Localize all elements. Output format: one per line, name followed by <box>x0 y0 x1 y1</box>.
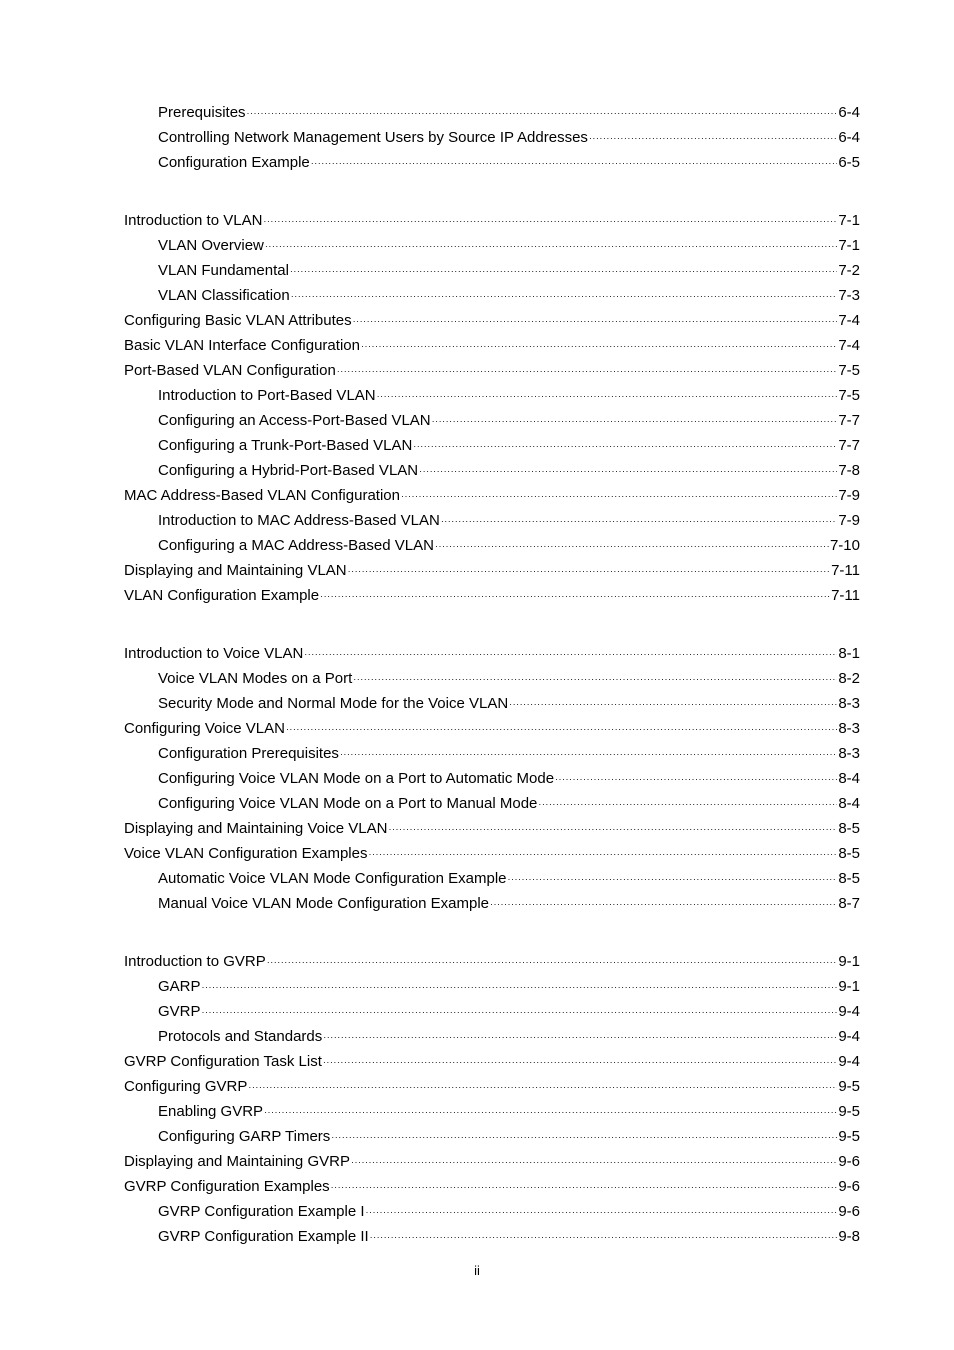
toc-entry[interactable] <box>124 1149 860 1174</box>
toc-entry[interactable] <box>124 841 860 866</box>
toc-entry-title: Configuring a Trunk-Port-Based VLAN <box>158 437 413 454</box>
dot-leader <box>320 584 830 609</box>
toc-entry-title: Introduction to Port-Based VLAN <box>158 387 376 404</box>
toc-entry-title: Configuring GARP Timers <box>158 1128 331 1145</box>
toc-entry-title: Introduction to Voice VLAN <box>124 645 304 662</box>
toc-entry[interactable] <box>124 974 860 999</box>
dot-leader <box>368 842 837 867</box>
toc-entry[interactable] <box>124 1074 860 1099</box>
dot-leader <box>247 101 838 126</box>
toc-entry[interactable] <box>124 283 860 308</box>
toc-entry[interactable] <box>124 208 860 233</box>
toc-entry-title: Configuring a MAC Address-Based VLAN <box>158 537 434 554</box>
toc-entry-title: Configuring Voice VLAN Mode on a Port to Automatic Mode <box>158 770 555 787</box>
toc-entry-page: 7-7 <box>838 437 860 454</box>
toc-entry-title: Port-Based VLAN Configuration <box>124 362 336 379</box>
toc-entry[interactable] <box>124 408 860 433</box>
dot-leader <box>490 892 837 917</box>
toc-entry-page: 7-9 <box>838 487 860 504</box>
dot-leader <box>304 642 837 667</box>
toc-entry-page: 8-5 <box>838 870 860 887</box>
dot-leader <box>353 667 837 692</box>
toc-entry-title: Security Mode and Normal Mode for the Voice VLAN <box>158 695 509 712</box>
toc-entry-title: Automatic Voice VLAN Mode Configuration Example <box>158 870 507 887</box>
toc-section <box>124 641 860 916</box>
toc-entry[interactable] <box>124 1099 860 1124</box>
dot-leader <box>441 509 838 534</box>
toc-entry-page: 7-4 <box>838 337 860 354</box>
toc-entry-page: 7-2 <box>838 262 860 279</box>
toc-entry[interactable] <box>124 866 860 891</box>
toc-entry[interactable] <box>124 666 860 691</box>
toc-entry-page: 8-4 <box>838 795 860 812</box>
toc-entry-page: 9-4 <box>838 1028 860 1045</box>
dot-leader <box>323 1025 837 1050</box>
toc-entry-title: Displaying and Maintaining Voice VLAN <box>124 820 388 837</box>
toc-entry[interactable] <box>124 583 860 608</box>
toc-entry-title: Protocols and Standards <box>158 1028 323 1045</box>
toc-entry-title: Configuring GVRP <box>124 1078 248 1095</box>
toc-entry-title: Configuring a Hybrid-Port-Based VLAN <box>158 462 419 479</box>
toc-entry-title: Basic VLAN Interface Configuration <box>124 337 360 354</box>
toc-entry-page: 9-5 <box>838 1128 860 1145</box>
toc-entry-title: Displaying and Maintaining GVRP <box>124 1153 350 1170</box>
dot-leader <box>419 459 837 484</box>
toc-entry-page: 7-4 <box>838 312 860 329</box>
dot-leader <box>265 234 837 259</box>
toc-entry-page: 8-3 <box>838 745 860 762</box>
toc-entry-page: 9-8 <box>838 1228 860 1245</box>
dot-leader <box>340 742 837 767</box>
table-of-contents <box>124 100 860 1282</box>
toc-entry[interactable] <box>124 1024 860 1049</box>
dot-leader <box>351 1150 837 1175</box>
toc-entry[interactable] <box>124 1049 860 1074</box>
toc-entry[interactable] <box>124 508 860 533</box>
toc-entry-title: VLAN Classification <box>158 287 290 304</box>
toc-entry-title: GVRP Configuration Task List <box>124 1053 322 1070</box>
toc-entry-page: 8-4 <box>838 770 860 787</box>
dot-leader <box>290 259 837 284</box>
dot-leader <box>366 1200 838 1225</box>
toc-entry[interactable] <box>124 716 860 741</box>
dot-leader <box>509 692 837 717</box>
toc-entry-title: Configuring Basic VLAN Attributes <box>124 312 352 329</box>
dot-leader <box>370 1225 838 1250</box>
toc-entry-page: 8-1 <box>838 645 860 662</box>
toc-entry-title: VLAN Configuration Example <box>124 587 320 604</box>
toc-entry-title: MAC Address-Based VLAN Configuration <box>124 487 400 504</box>
dot-leader <box>538 792 837 817</box>
toc-entry[interactable] <box>124 766 860 791</box>
toc-entry-page: 9-4 <box>838 1003 860 1020</box>
toc-entry-page: 6-5 <box>838 154 860 171</box>
toc-entry-title: Voice VLAN Modes on a Port <box>158 670 353 687</box>
toc-entry[interactable] <box>124 641 860 666</box>
toc-entry-page: 9-6 <box>838 1203 860 1220</box>
toc-entry-title: Enabling GVRP <box>158 1103 264 1120</box>
toc-entry-page: 9-1 <box>838 978 860 995</box>
dot-leader <box>263 209 837 234</box>
toc-entry-title: VLAN Fundamental <box>158 262 289 279</box>
toc-entry-title: Manual Voice VLAN Mode Configuration Example <box>158 895 490 912</box>
toc-entry-page: 7-7 <box>838 412 860 429</box>
toc-entry-page: 8-3 <box>838 720 860 737</box>
toc-entry-page: 9-5 <box>838 1103 860 1120</box>
page-number: ii <box>474 1263 480 1278</box>
dot-leader <box>331 1125 837 1150</box>
dot-leader <box>264 1100 837 1125</box>
toc-entry-page: 7-5 <box>838 387 860 404</box>
dot-leader <box>337 359 838 384</box>
toc-section <box>124 100 860 175</box>
toc-entry[interactable] <box>124 1224 860 1249</box>
dot-leader <box>508 867 838 892</box>
toc-entry-title: GVRP Configuration Examples <box>124 1178 330 1195</box>
toc-entry[interactable] <box>124 233 860 258</box>
dot-leader <box>555 767 837 792</box>
dot-leader <box>435 534 829 559</box>
toc-entry-title: Voice VLAN Configuration Examples <box>124 845 368 862</box>
toc-entry-page: 7-5 <box>838 362 860 379</box>
toc-entry[interactable] <box>124 691 860 716</box>
toc-entry-page: 7-11 <box>831 562 860 579</box>
toc-entry[interactable] <box>124 483 860 508</box>
toc-entry-title: Configuring an Access-Port-Based VLAN <box>158 412 431 429</box>
toc-entry-page: 6-4 <box>838 104 860 121</box>
dot-leader <box>267 950 838 975</box>
toc-entry[interactable] <box>124 891 860 916</box>
toc-entry[interactable] <box>124 308 860 333</box>
toc-entry-page: 9-4 <box>838 1053 860 1070</box>
toc-entry[interactable] <box>124 558 860 583</box>
toc-entry-title: VLAN Overview <box>158 237 264 254</box>
toc-entry-page: 9-1 <box>838 953 860 970</box>
toc-entry[interactable] <box>124 458 860 483</box>
toc-section <box>124 208 860 608</box>
toc-entry-page: 7-1 <box>838 212 860 229</box>
toc-entry-title: Configuring Voice VLAN <box>124 720 285 737</box>
toc-entry-page: 8-2 <box>838 670 860 687</box>
toc-entry[interactable] <box>124 150 860 175</box>
dot-leader <box>291 284 838 309</box>
toc-entry[interactable] <box>124 1199 860 1224</box>
toc-entry-page: 7-11 <box>831 587 860 604</box>
dot-leader <box>432 409 838 434</box>
toc-entry[interactable] <box>124 1124 860 1149</box>
dot-leader <box>413 434 837 459</box>
toc-entry[interactable] <box>124 533 860 558</box>
toc-entry[interactable] <box>124 333 860 358</box>
dot-leader <box>323 1050 837 1075</box>
dot-leader <box>377 384 838 409</box>
toc-entry-title: Controlling Network Management Users by Source IP Addresses <box>158 129 588 146</box>
toc-entry[interactable] <box>124 358 860 383</box>
dot-leader <box>389 817 838 842</box>
dot-leader <box>202 975 838 1000</box>
toc-entry-page: 8-3 <box>838 695 860 712</box>
toc-entry[interactable] <box>124 125 860 150</box>
dot-leader <box>311 151 838 176</box>
toc-entry-title: Configuration Prerequisites <box>158 745 339 762</box>
toc-entry-page: 7-3 <box>838 287 860 304</box>
toc-entry-title: Configuring Voice VLAN Mode on a Port to Manual Mode <box>158 795 538 812</box>
toc-entry[interactable] <box>124 791 860 816</box>
toc-entry[interactable] <box>124 383 860 408</box>
toc-entry[interactable] <box>124 816 860 841</box>
toc-section <box>124 949 860 1249</box>
toc-entry-page: 9-6 <box>838 1178 860 1195</box>
toc-entry-page: 6-4 <box>838 129 860 146</box>
dot-leader <box>331 1175 838 1200</box>
toc-entry[interactable] <box>124 949 860 974</box>
dot-leader <box>202 1000 838 1025</box>
toc-entry-title: Prerequisites <box>158 104 246 121</box>
toc-entry-title: Introduction to VLAN <box>124 212 263 229</box>
toc-entry-page: 8-7 <box>838 895 860 912</box>
dot-leader <box>248 1075 837 1100</box>
toc-entry-title: Introduction to MAC Address-Based VLAN <box>158 512 440 529</box>
toc-entry-title: Introduction to GVRP <box>124 953 266 970</box>
dot-leader <box>361 334 837 359</box>
toc-entry-title: GVRP Configuration Example I <box>158 1203 365 1220</box>
toc-entry-page: 8-5 <box>838 820 860 837</box>
dot-leader <box>401 484 837 509</box>
toc-entry[interactable] <box>124 433 860 458</box>
toc-entry-page: 7-8 <box>838 462 860 479</box>
toc-entry-title: Configuration Example <box>158 154 310 171</box>
toc-entry[interactable] <box>124 741 860 766</box>
toc-entry[interactable] <box>124 258 860 283</box>
toc-entry[interactable] <box>124 999 860 1024</box>
toc-entry-title: GVRP Configuration Example II <box>158 1228 369 1245</box>
toc-entry[interactable] <box>124 100 860 125</box>
toc-entry[interactable] <box>124 1174 860 1199</box>
toc-entry-page: 7-9 <box>838 512 860 529</box>
toc-entry-page: 7-1 <box>838 237 860 254</box>
toc-entry-page: 8-5 <box>838 845 860 862</box>
dot-leader <box>353 309 838 334</box>
toc-entry-page: 9-5 <box>838 1078 860 1095</box>
dot-leader <box>286 717 837 742</box>
toc-entry-page: 7-10 <box>829 537 860 554</box>
toc-entry-title: Displaying and Maintaining VLAN <box>124 562 347 579</box>
dot-leader <box>348 559 830 584</box>
toc-entry-page: 9-6 <box>838 1153 860 1170</box>
toc-entry-title: GARP <box>158 978 201 995</box>
dot-leader <box>589 126 837 151</box>
toc-entry-title: GVRP <box>158 1003 201 1020</box>
